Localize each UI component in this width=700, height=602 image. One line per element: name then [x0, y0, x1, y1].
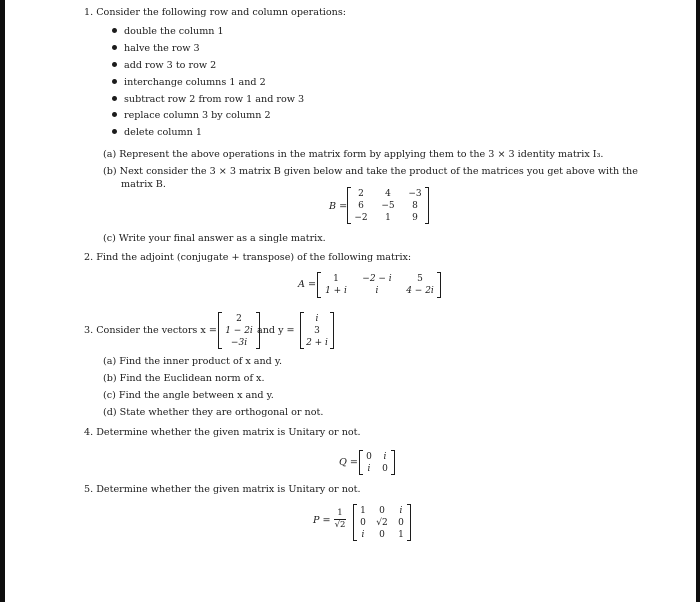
vector-cell: 2 — [236, 313, 242, 324]
matrix-cell: 0 — [379, 505, 385, 516]
question-1b-line2: matrix B. — [121, 179, 166, 190]
matrix-cell: 2 — [358, 188, 364, 199]
question-2 — [84, 252, 411, 264]
matrix-cell: i — [375, 286, 379, 296]
operation-item: replace column 3 by column 2 — [112, 110, 271, 122]
operation-item: halve the row 3 — [112, 43, 200, 55]
matrix-cell: 1 — [385, 212, 391, 223]
matrix-cell: √2 — [376, 517, 388, 528]
matrix-B-label: B = — [329, 201, 348, 212]
fraction-numerator: 1 — [337, 508, 343, 518]
question-1-text: Consider the following row and column operations: — [96, 7, 346, 18]
question-1a: (a) Represent the above operations in the matrix form by applying them to the 3 × 3 identity matrix I₃. — [103, 149, 604, 160]
vector-x — [218, 312, 260, 349]
question-2-text: Find the adjoint (conjugate + transpose) of the following matrix: — [96, 252, 412, 263]
question-5-number: 5. — [84, 484, 94, 495]
matrix-cell: 6 — [358, 200, 364, 211]
matrix-cell: 0 — [398, 517, 404, 528]
matrix-cell: 0 — [360, 517, 366, 528]
matrix-cell: 0 — [366, 451, 372, 462]
matrix-cell: 4 — [385, 188, 391, 199]
bullet-icon — [112, 28, 117, 33]
fraction-denominator: √2 — [334, 520, 346, 530]
matrix-B — [347, 187, 429, 224]
matrix-cell: 0 — [379, 529, 385, 540]
question-3c: (c) Find the angle between x and y. — [103, 390, 274, 401]
matrix-cell: 1 — [360, 505, 366, 516]
matrix-A — [317, 272, 441, 298]
matrix-cell: 9 — [412, 212, 418, 223]
matrix-A-label: A = — [298, 279, 317, 290]
question-3 — [84, 325, 217, 337]
matrix-cell: −2 — [354, 212, 368, 223]
question-3d: (d) State whether they are orthogonal or not. — [103, 407, 324, 418]
right-bracket — [391, 450, 395, 475]
matrix-cell: 1 — [333, 274, 339, 284]
scalar-fraction — [334, 509, 346, 530]
question-1 — [84, 7, 346, 19]
bullet-icon — [112, 96, 117, 101]
bullet-icon — [112, 112, 117, 117]
left-dark-border — [0, 0, 5, 602]
vector-cell: −3i — [230, 337, 248, 348]
vector-y — [300, 312, 334, 349]
matrix-cell: 5 — [417, 274, 423, 284]
right-bracket — [407, 504, 411, 541]
question-1-number: 1. — [84, 7, 94, 18]
question-5-text: Determine whether the given matrix is Unitary or not. — [96, 484, 361, 495]
vector-cell: i — [315, 313, 319, 324]
operation-item: double the column 1 — [112, 26, 224, 38]
question-2-number: 2. — [84, 252, 94, 263]
matrix-P-label: P = — [313, 515, 331, 526]
question-3a: (a) Find the inner product of x and y. — [103, 356, 283, 367]
operation-item: subtract row 2 from row 1 and row 3 — [112, 94, 304, 106]
vector-cell: 2 + i — [306, 337, 328, 348]
question-1c: (c) Write your final answer as a single matrix. — [103, 233, 326, 244]
vector-cell: 3 — [314, 325, 320, 336]
right-bracket — [425, 187, 429, 224]
right-bracket — [330, 312, 334, 349]
question-3-text: Consider the vectors x = — [96, 325, 217, 336]
matrix-cell: 8 — [412, 200, 418, 211]
bullet-icon — [112, 45, 117, 50]
matrix-cell: i — [399, 505, 403, 516]
bullet-icon — [112, 79, 117, 84]
operation-item: interchange columns 1 and 2 — [112, 77, 266, 89]
matrix-cell: 4 − 2i — [406, 286, 434, 296]
bullet-icon — [112, 62, 117, 67]
question-1b-line1: (b) Next consider the 3 × 3 matrix B given below and take the product of the matrices you get above with the — [103, 166, 638, 177]
matrix-cell: −5 — [381, 200, 395, 211]
and-y-label: and y = — [257, 325, 295, 336]
matrix-cell: i — [367, 463, 371, 474]
matrix-Q-label: Q = — [339, 457, 358, 468]
question-4-number: 4. — [84, 427, 94, 438]
question-3-number: 3. — [84, 325, 94, 336]
matrix-cell: 0 — [382, 463, 388, 474]
matrix-P — [353, 504, 411, 541]
matrix-cell: −3 — [408, 188, 422, 199]
operation-item: delete column 1 — [112, 127, 202, 139]
right-bracket — [437, 272, 441, 298]
bullet-icon — [112, 129, 117, 134]
matrix-cell: i — [383, 451, 387, 462]
question-4-text: Determine whether the given matrix is Unitary or not. — [96, 427, 361, 438]
matrix-cell: i — [361, 529, 365, 540]
right-dark-border — [696, 0, 700, 602]
matrix-Q — [359, 450, 395, 475]
matrix-cell: −2 − i — [362, 274, 392, 284]
question-4 — [84, 427, 361, 439]
matrix-cell: 1 — [398, 529, 404, 540]
vector-cell: 1 − 2i — [225, 325, 253, 336]
question-5 — [84, 484, 361, 496]
question-3b: (b) Find the Euclidean norm of x. — [103, 373, 265, 384]
matrix-cell: 1 + i — [325, 286, 347, 296]
operation-item: add row 3 to row 2 — [112, 60, 216, 72]
